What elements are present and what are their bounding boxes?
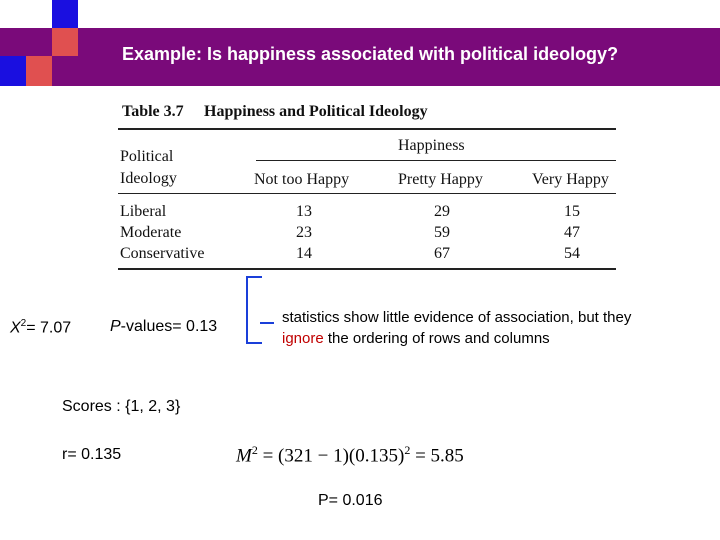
cell-liberal-not-too-happy: 13 xyxy=(296,203,312,220)
row-header-line2: Ideology xyxy=(120,170,177,187)
final-p-value: P= 0.016 xyxy=(318,492,383,509)
p-values-stat xyxy=(110,318,217,336)
formula-m: M xyxy=(236,445,252,467)
col-header-very-happy: Very Happy xyxy=(532,171,609,188)
row-label-liberal: Liberal xyxy=(120,203,167,220)
bracket-shape xyxy=(246,276,262,344)
chi-symbol: X xyxy=(10,319,21,337)
bracket-tick xyxy=(260,322,274,324)
table-bottom-rule xyxy=(118,268,616,270)
formula-exp-1: 2 xyxy=(251,443,258,457)
note-ignore-word: ignore xyxy=(282,330,324,347)
slide-title: Example: Is happiness associated with political ideology? xyxy=(121,44,619,64)
cell-moderate-not-too-happy: 23 xyxy=(296,224,312,241)
table-3-7 xyxy=(118,100,618,270)
formula-result: = 5.85 xyxy=(410,445,464,467)
scores-text: Scores : {1, 2, 3} xyxy=(62,398,181,415)
m-squared-formula xyxy=(236,443,464,467)
correlation-r: r= 0.135 xyxy=(62,446,122,463)
formula-middle: = (321 − 1)(0.135) xyxy=(257,445,405,467)
formula-exp-2: 2 xyxy=(404,443,411,457)
note-line-2 xyxy=(282,330,550,347)
p-value: -values= 0.13 xyxy=(120,318,218,335)
chi-exponent: 2 xyxy=(20,318,27,329)
cell-conservative-not-too-happy: 14 xyxy=(296,245,312,262)
group-header-rule xyxy=(256,160,616,161)
note-line-2-rest: the ordering of rows and columns xyxy=(323,330,550,347)
row-header-line1: Political xyxy=(120,148,174,165)
table-caption-title: Happiness and Political Ideology xyxy=(204,103,428,120)
col-header-not-too-happy: Not too Happy xyxy=(254,171,350,188)
corner-square-blue-1 xyxy=(52,0,78,28)
row-label-conservative: Conservative xyxy=(120,245,205,262)
chi-square-stat xyxy=(10,318,71,337)
chi-value: = 7.07 xyxy=(26,319,72,337)
col-header-pretty-happy: Pretty Happy xyxy=(398,171,483,188)
cell-moderate-pretty-happy: 59 xyxy=(434,224,450,241)
cell-conservative-very-happy: 54 xyxy=(564,245,580,262)
cell-liberal-pretty-happy: 29 xyxy=(434,203,450,220)
cell-liberal-very-happy: 15 xyxy=(564,203,580,220)
p-label: P xyxy=(110,318,121,335)
note-line-1: statistics show little evidence of association, but they xyxy=(282,309,632,326)
header-bottom-rule xyxy=(118,193,616,194)
table-top-rule xyxy=(118,128,616,130)
group-header-happiness: Happiness xyxy=(398,137,465,154)
cell-moderate-very-happy: 47 xyxy=(564,224,580,241)
table-caption-number: Table 3.7 xyxy=(122,103,184,120)
cell-conservative-pretty-happy: 67 xyxy=(434,245,450,262)
row-label-moderate: Moderate xyxy=(120,224,182,241)
